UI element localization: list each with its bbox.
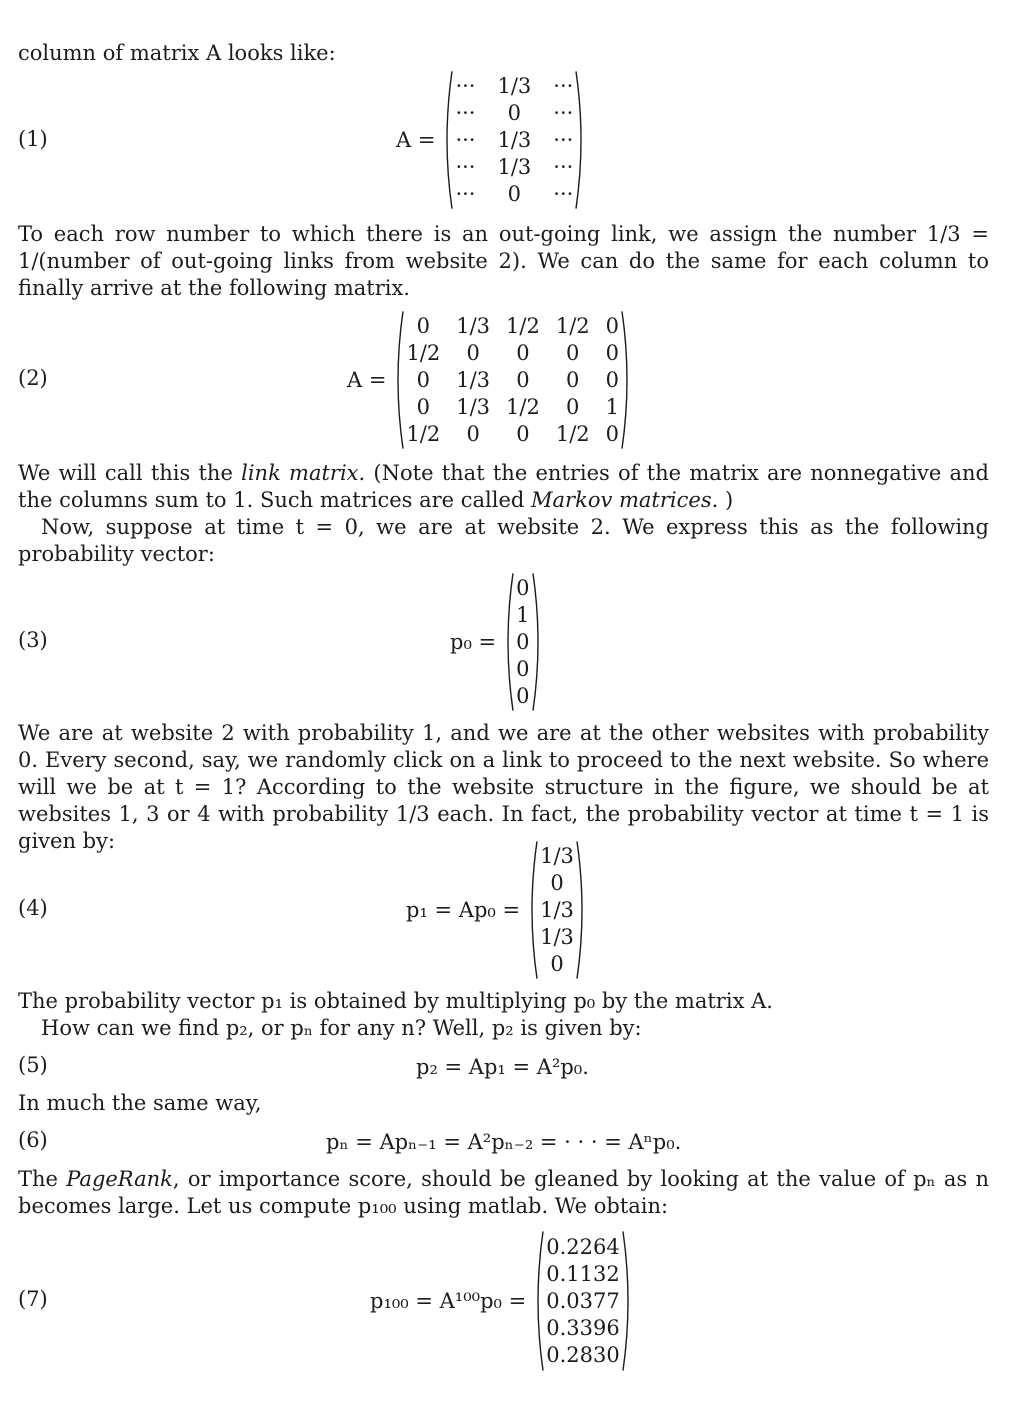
matrix-cell: 0 — [416, 313, 431, 338]
emphasis-link-matrix: link matrix. — [241, 461, 366, 485]
vector-entry: 0 — [516, 683, 530, 708]
text-segment: ) — [718, 488, 734, 512]
vector-entry: 1/3 — [540, 843, 574, 868]
matrix-cell: ··· — [553, 154, 574, 179]
equation-number: (7) — [18, 1287, 48, 1311]
matrix-cell: 0 — [416, 367, 431, 392]
equation-body: p₂ = Ap₁ = A²p₀. — [416, 1055, 589, 1079]
text-segment: , or importance score, should be gleaned by looking at the value of pₙ as n becomes large. Let us compute p₁₀₀ using matlab. We obtain: — [18, 1167, 989, 1218]
left-paren — [441, 70, 453, 210]
equation-lhs: A = — [347, 368, 387, 392]
matrix-cell: 1/3 — [456, 367, 491, 392]
paragraph-pagerank — [18, 1166, 989, 1220]
matrix-grid — [404, 310, 621, 450]
left-paren — [502, 572, 514, 712]
vector-entry: 1/3 — [540, 897, 574, 922]
equation-number: (6) — [18, 1128, 48, 1152]
vector-entry: 0 — [516, 575, 530, 600]
matrix-cell: 0 — [605, 313, 619, 338]
left-paren — [392, 310, 404, 450]
matrix-cell: 0 — [516, 421, 530, 446]
paragraph-out-going-links: To each row number to which there is an out-going link, we assign the number 1/3 = 1/(number of out-going links from website 2). We can do the same for each column to finally arrive at the following matrix. — [18, 222, 989, 300]
matrix-cell: ··· — [553, 181, 574, 206]
paragraph-find-pn: How can we find p₂, or pₙ for any n? Well, p₂ is given by: — [41, 1016, 642, 1040]
vector-entry: 0.0377 — [546, 1288, 620, 1313]
equation-lhs: p₀ = — [450, 630, 497, 654]
left-paren — [532, 1230, 544, 1372]
matrix-cell: 0 — [516, 340, 530, 365]
matrix-cell: ··· — [455, 154, 476, 179]
emphasis-markov-matrices: Markov matrices. — [531, 488, 719, 512]
vector-entry: 0 — [550, 951, 564, 976]
matrix-cell: 0 — [566, 340, 580, 365]
matrix-cell: 0 — [466, 421, 480, 446]
matrix-cell: ··· — [553, 73, 574, 98]
matrix-cell: 0 — [566, 394, 580, 419]
vector-p0 — [502, 572, 543, 712]
vector-grid — [538, 840, 576, 980]
equation-5 — [18, 1053, 989, 1081]
matrix-cell: 1/2 — [555, 421, 590, 446]
equation-7 — [18, 1230, 989, 1372]
vector-entry: 0 — [516, 656, 530, 681]
equation-number: (1) — [18, 127, 48, 151]
matrix-cell: 1/3 — [456, 394, 491, 419]
vector-p1 — [526, 840, 588, 980]
equation-number: (2) — [18, 366, 48, 390]
matrix-cell: ··· — [455, 181, 476, 206]
matrix-cell: 1/3 — [497, 127, 532, 152]
paragraph-time-zero: Now, suppose at time t = 0, we are at website 2. We express this as the following probability vector: — [18, 515, 989, 566]
matrix-cell: 0 — [416, 394, 431, 419]
right-paren — [622, 1230, 634, 1372]
matrix-cell: 1 — [605, 394, 619, 419]
equation-body: pₙ = Apₙ₋₁ = A²pₙ₋₂ = · · · = Aⁿp₀. — [326, 1130, 682, 1154]
equation-2 — [18, 310, 989, 450]
matrix-cell: ··· — [553, 100, 574, 125]
right-paren — [576, 840, 588, 980]
matrix-cell: 1/3 — [497, 154, 532, 179]
vector-grid — [514, 572, 531, 712]
matrix-cell: 0 — [605, 340, 619, 365]
link-matrix — [392, 310, 633, 450]
equation-number: (3) — [18, 628, 48, 652]
paragraph-link-matrix — [18, 460, 989, 514]
matrix-cell: ··· — [455, 127, 476, 152]
equation-number: (5) — [18, 1053, 48, 1077]
matrix-cell: ··· — [553, 127, 574, 152]
equation-1 — [18, 70, 989, 210]
equation-lhs: p₁₀₀ = A¹⁰⁰p₀ = — [370, 1289, 527, 1313]
equation-lhs: p₁ = Ap₀ = — [406, 898, 521, 922]
text-segment: We will call this the — [18, 461, 242, 485]
matrix-grid — [453, 70, 575, 210]
matrix-cell: 1/2 — [506, 394, 540, 419]
right-paren — [532, 572, 544, 712]
paragraph-p1-obtained: The probability vector p₁ is obtained by multiplying p₀ by the matrix A. — [18, 989, 773, 1013]
matrix-cell: 0 — [507, 100, 522, 125]
vector-entry: 0 — [550, 870, 564, 895]
text-segment: (Note that the entries of the matrix are nonnegative and the columns sum to 1. Such matrices are called — [18, 461, 989, 512]
vector-entry: 1 — [516, 602, 530, 627]
vector-entry: 0.3396 — [546, 1315, 620, 1340]
equation-4 — [18, 840, 989, 980]
matrix-cell: 0 — [566, 367, 580, 392]
vector-entry: 0.1132 — [546, 1261, 620, 1286]
matrix-cell: 0 — [507, 181, 522, 206]
left-paren — [526, 840, 538, 980]
vector-grid — [544, 1230, 621, 1372]
right-paren — [575, 70, 587, 210]
emphasis-pagerank: PageRank — [66, 1167, 173, 1191]
matrix-cell: 1/2 — [406, 340, 441, 365]
text-segment: The — [18, 1167, 67, 1191]
equation-number: (4) — [18, 896, 48, 920]
equation-3 — [18, 572, 989, 712]
matrix-cell: 0 — [466, 340, 480, 365]
matrix-cell: ··· — [455, 73, 476, 98]
paragraph-same-way: In much the same way, — [18, 1091, 262, 1115]
matrix-cell: 1/2 — [406, 421, 441, 446]
matrix-cell: 1/2 — [506, 313, 540, 338]
vector-entry: 0.2830 — [546, 1342, 620, 1367]
paragraph-random-click: We are at website 2 with probability 1, and we are at the other websites with probability 0. Every second, say, we randomly click on a link to proceed to the next website. So where will we be at t = 1? According to the website structure in the figure, we should be at websites 1, 3 or 4 with probability 1/3 each. In fact, the probability vector at time t = 1 is given by: — [18, 721, 989, 853]
matrix-cell: 1/3 — [497, 73, 532, 98]
matrix-cell: 1/3 — [456, 313, 491, 338]
vector-p100 — [532, 1230, 633, 1372]
right-paren — [621, 310, 633, 450]
matrix-cell: 0 — [605, 421, 619, 446]
vector-entry: 0 — [516, 629, 530, 654]
matrix-cell: 0 — [516, 367, 530, 392]
matrix-cell: 0 — [605, 367, 619, 392]
paragraph-intro: column of matrix A looks like: — [18, 41, 336, 65]
matrix-column-sketch — [441, 70, 587, 210]
vector-entry: 1/3 — [540, 924, 574, 949]
matrix-cell: 1/2 — [555, 313, 590, 338]
equation-lhs: A = — [396, 128, 436, 152]
vector-entry: 0.2264 — [546, 1234, 620, 1259]
equation-6 — [18, 1128, 989, 1156]
matrix-cell: ··· — [455, 100, 476, 125]
